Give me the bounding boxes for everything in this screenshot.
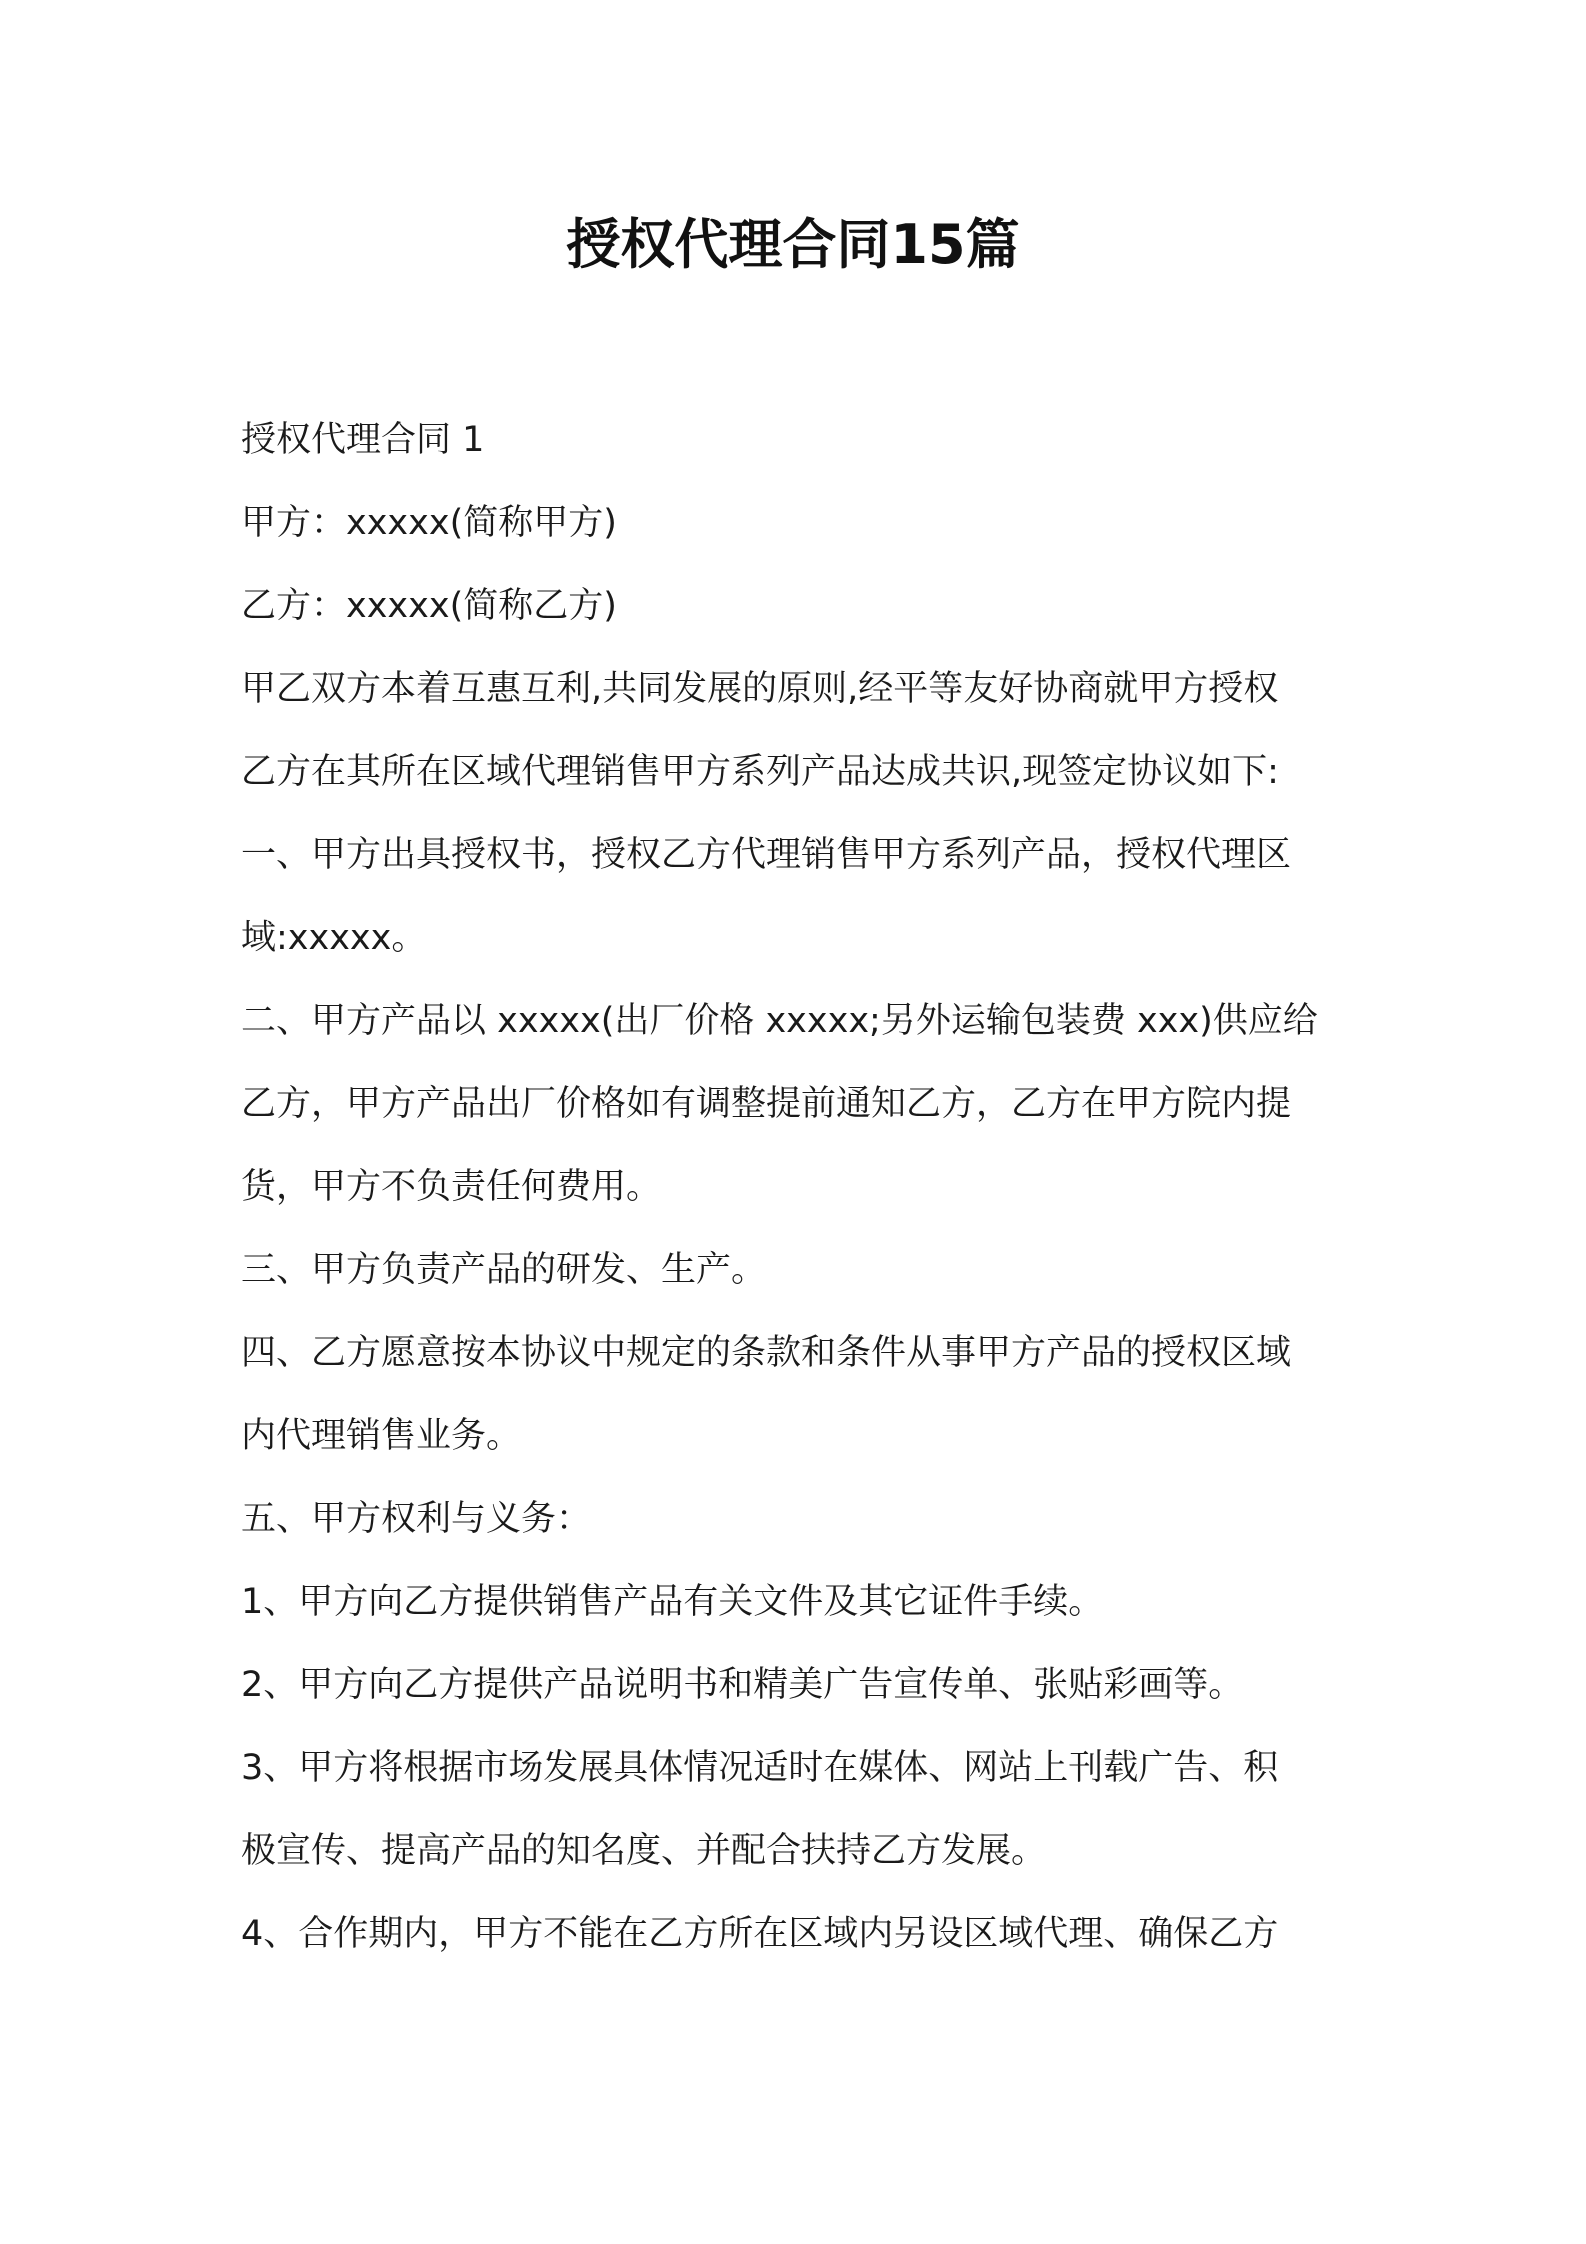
clause-line: 货，甲方不负责任何费用。 bbox=[241, 1167, 662, 1207]
paragraph-line: 乙方在其所在区域代理销售甲方系列产品达成共识,现签定协议如下: bbox=[241, 752, 1279, 792]
clause-heading: 五、甲方权利与义务： bbox=[241, 1499, 592, 1539]
clause-line: 内代理销售业务。 bbox=[241, 1416, 522, 1456]
party-a-line: 甲方：xxxxx(简称甲方) bbox=[241, 503, 617, 543]
section-heading: 授权代理合同 1 bbox=[241, 420, 485, 460]
sub-clause-line: 极宣传、提高产品的知名度、并配合扶持乙方发展。 bbox=[241, 1831, 1047, 1871]
sub-clause-line: 4、合作期内，甲方不能在乙方所在区域内另设区域代理、确保乙方 bbox=[241, 1914, 1279, 1954]
document-title: 授权代理合同15篇 bbox=[566, 213, 1020, 276]
paragraph-line: 甲乙双方本着互惠互利,共同发展的原则,经平等友好协商就甲方授权 bbox=[241, 669, 1279, 709]
clause-line: 乙方，甲方产品出厂价格如有调整提前通知乙方，乙方在甲方院内提 bbox=[241, 1084, 1292, 1124]
clause-line: 域:xxxxx。 bbox=[241, 918, 427, 958]
clause-line: 一、甲方出具授权书，授权乙方代理销售甲方系列产品，授权代理区 bbox=[241, 835, 1292, 875]
clause-line: 四、乙方愿意按本协议中规定的条款和条件从事甲方产品的授权区域 bbox=[241, 1333, 1292, 1373]
sub-clause-line: 3、甲方将根据市场发展具体情况适时在媒体、网站上刊载广告、积 bbox=[241, 1748, 1279, 1788]
sub-clause-line: 1、甲方向乙方提供销售产品有关文件及其它证件手续。 bbox=[241, 1582, 1104, 1622]
clause-line: 二、甲方产品以 xxxxx(出厂价格 xxxxx;另外运输包装费 xxx)供应给 bbox=[241, 1001, 1318, 1041]
sub-clause-line: 2、甲方向乙方提供产品说明书和精美广告宣传单、张贴彩画等。 bbox=[241, 1665, 1244, 1705]
party-b-line: 乙方：xxxxx(简称乙方) bbox=[241, 586, 617, 626]
clause-line: 三、甲方负责产品的研发、生产。 bbox=[241, 1250, 767, 1290]
